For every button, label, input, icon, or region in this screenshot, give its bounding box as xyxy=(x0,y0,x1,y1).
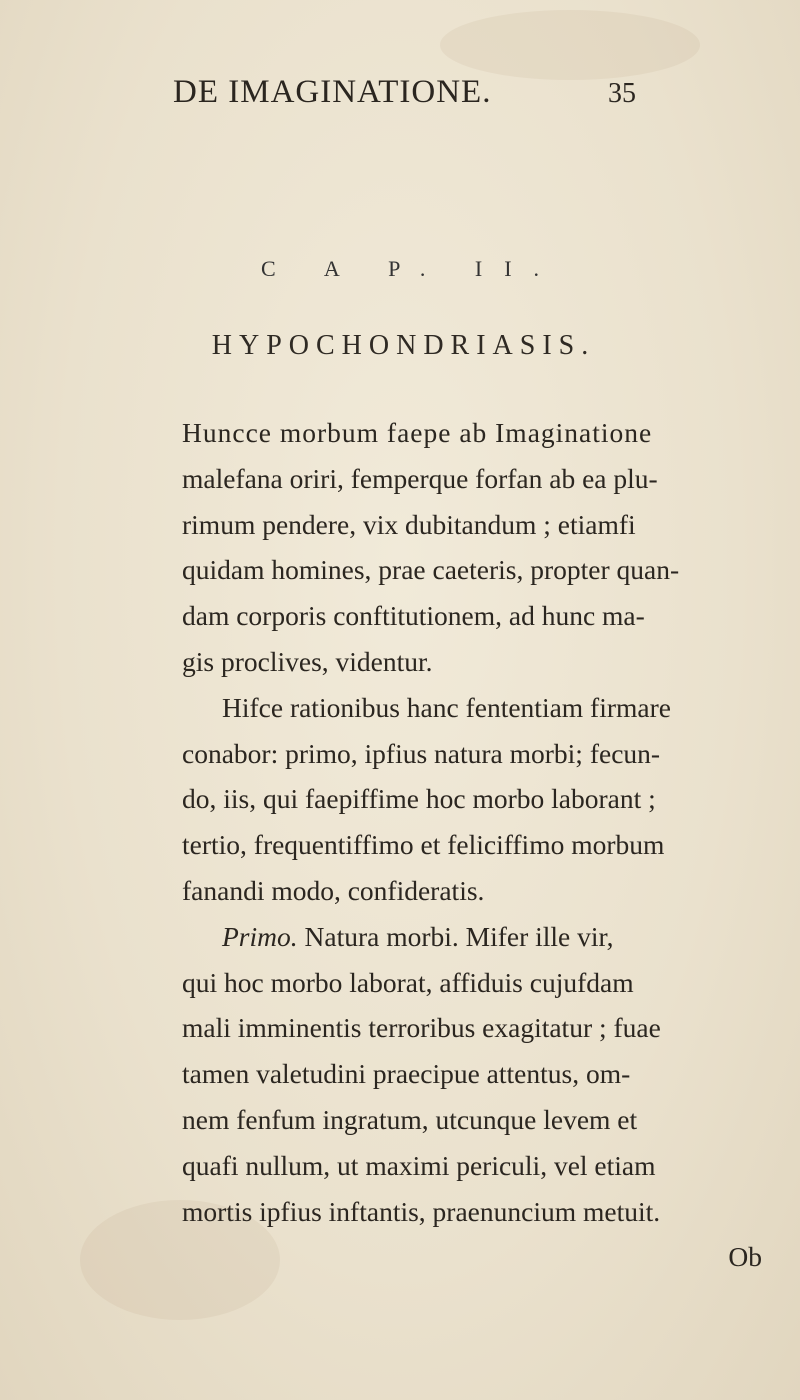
page-number: 35 xyxy=(608,78,636,109)
text-line: rimum pendere, vix dubitandum ; etiamfi xyxy=(182,508,636,540)
text-line: fanandi modo, confideratis. xyxy=(182,874,485,906)
text-line: tertio, frequentiffimo et feliciffimo morbum xyxy=(182,829,665,861)
running-title: DE IMAGINATIONE. xyxy=(173,74,492,110)
text-line: qui hoc morbo laborat, affiduis cujufdam xyxy=(182,966,634,998)
text-line: dam corporis conftitutionem, ad hunc ma- xyxy=(182,600,645,632)
text-line: quafi nullum, ut maximi periculi, vel etiam xyxy=(182,1149,656,1181)
body-text xyxy=(182,410,762,1280)
chapter-label: C A P. II. xyxy=(260,256,562,281)
text-line: nem fenfum ingratum, utcunque levem et xyxy=(182,1103,638,1135)
running-head xyxy=(173,74,636,118)
text-line: malefana oriri, femperque forfan ab ea plu- xyxy=(182,462,658,494)
text-line: tamen valetudini praecipue attentus, om- xyxy=(182,1058,631,1090)
chapter-title: HYPOCHONDRIASIS. xyxy=(211,330,596,361)
text-line: Huncce morbum faepe ab Imaginatione xyxy=(182,417,653,448)
text-line: Hifce rationibus hanc fententiam firmare xyxy=(222,691,671,723)
text-line: conabor: primo, ipfius natura morbi; fecun- xyxy=(182,737,661,769)
text-line-primo xyxy=(182,914,762,960)
text-line: quidam homines, prae caeteris, propter quan- xyxy=(182,554,680,586)
text-line: mali imminentis terroribus exagitatur ; fuae xyxy=(182,1012,661,1044)
paper-stain xyxy=(440,10,700,80)
primo-label: Primo. xyxy=(222,920,298,952)
catchword: Ob xyxy=(728,1241,762,1273)
text-line: Natura morbi. Mifer ille vir, xyxy=(304,920,614,952)
text-line: gis proclives, videntur. xyxy=(182,645,433,677)
text-line: do, iis, qui faepiffime hoc morbo laborant ; xyxy=(182,783,656,815)
text-line: mortis ipfius inftantis, praenuncium metuit. xyxy=(182,1195,661,1227)
